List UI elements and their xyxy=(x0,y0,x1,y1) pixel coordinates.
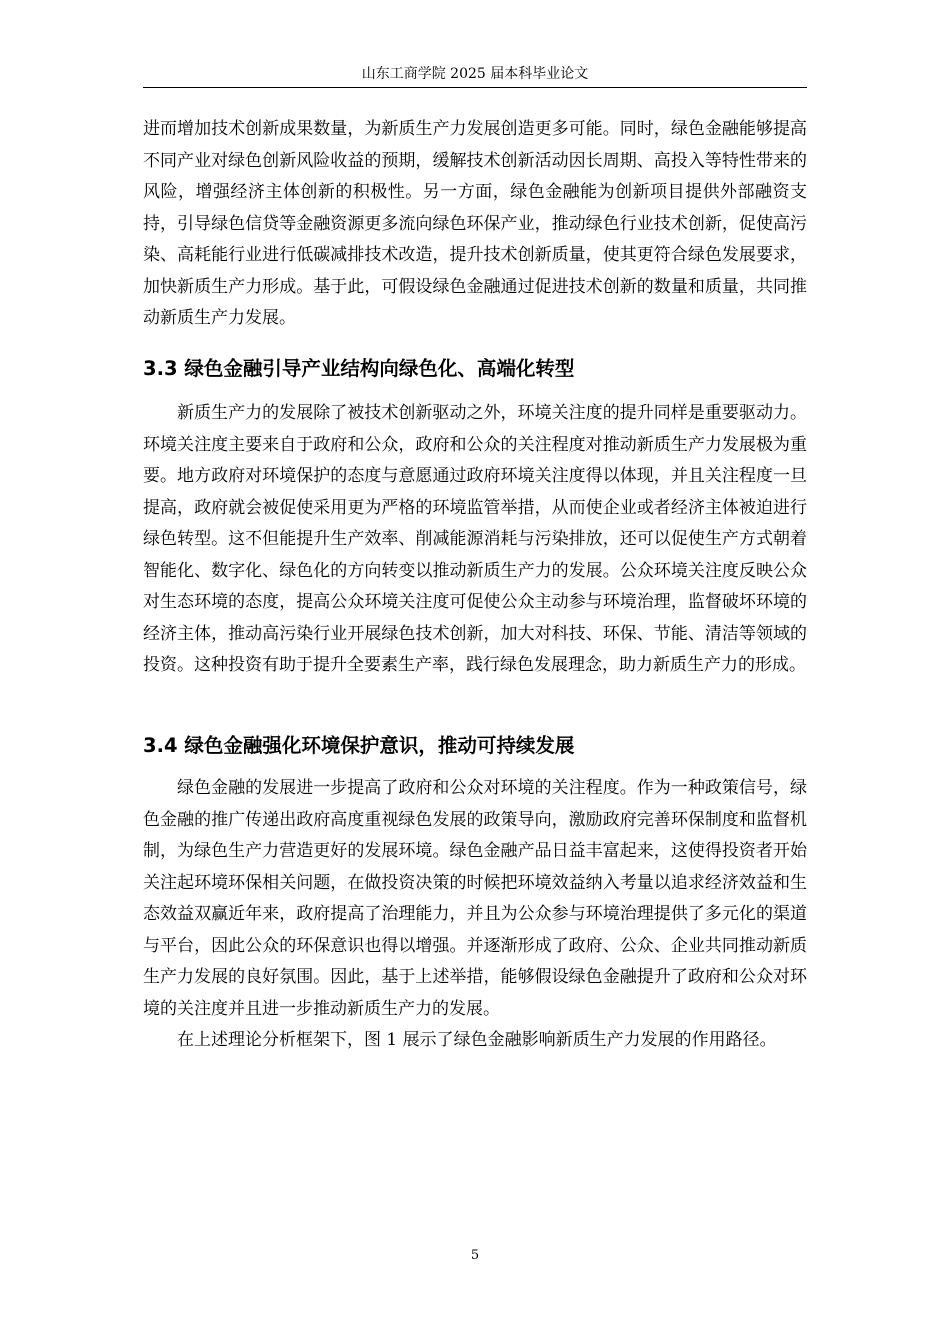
running-header: 山东工商学院 2025 届本科毕业论文 xyxy=(361,66,589,82)
paragraph: 进而增加技术创新成果数量，为新质生产力发展创造更多可能。同时，绿色金融能够提高不同产业对绿色创新风险收益的预期，缓解技术创新活动因长周期、高投入等特性带来的风险，增强经济主体创新的积极性。另一方面，绿色金融能为创新项目提供外部融资支持，引导绿色信贷等金融资源更多流向绿色环保产业，推动绿色行业技术创新，促使高污染、高耗能行业进行低碳减排技术改造，提升技术创新质量，使其更符合绿色发展要求，加快新质生产力形成。基于此，可假设绿色金融通过促进技术创新的数量和质量，共同推动新质生产力发展。 xyxy=(143,119,807,328)
section-heading-3-3: 3.3 绿色金融引导产业结构向绿色化、高端化转型 xyxy=(143,357,575,380)
page-number: 5 xyxy=(470,1248,480,1263)
section-3-3-body xyxy=(143,398,807,682)
body-text-top xyxy=(143,114,807,335)
section-3-4-body xyxy=(143,773,807,1057)
header-rule xyxy=(143,87,807,88)
paragraph: 在上述理论分析框架下，图 1 展示了绿色金融影响新质生产力发展的作用路径。 xyxy=(177,1030,777,1050)
paragraph: 新质生产力的发展除了被技术创新驱动之外，环境关注度的提升同样是重要驱动力。环境关注度主要来自于政府和公众，政府和公众的关注程度对推动新质生产力发展极为重要。地方政府对环境保护的态度与意愿通过政府环境关注度得以体现，并且关注程度一旦提高，政府就会被促使采用更为严格的环境监管举措，从而使企业或者经济主体被迫进行绿色转型。这不但能提升生产效率、削减能源消耗与污染排放，还可以促使生产方式朝着智能化、数字化、绿色化的方向转变以推动新质生产力的发展。公众环境关注度反映公众对生态环境的态度，提高公众环境关注度可促使公众主动参与环境治理，监督破坏环境的经济主体，推动高污染行业开展绿色技术创新，加大对科技、环保、节能、清洁等领域的投资。这种投资有助于提升全要素生产率，践行绿色发展理念，助力新质生产力的形成。 xyxy=(143,403,807,675)
section-heading-3-4: 3.4 绿色金融强化环境保护意识，推动可持续发展 xyxy=(143,734,575,757)
paragraph: 绿色金融的发展进一步提高了政府和公众对环境的关注程度。作为一种政策信号，绿色金融的推广传递出政府高度重视绿色发展的政策导向，激励政府完善环保制度和监督机制，为绿色生产力营造更好的发展环境。绿色金融产品日益丰富起来，这使得投资者开始关注起环境环保相关问题，在做投资决策的时候把环境效益纳入考量以追求经济效益和生态效益双赢近年来，政府提高了治理能力，并且为公众参与环境治理提供了多元化的渠道与平台，因此公众的环保意识也得以增强。并逐渐形成了政府、公众、企业共同推动新质生产力发展的良好氛围。因此，基于上述举措，能够假设绿色金融提升了政府和公众对环境的关注度并且进一步推动新质生产力的发展。 xyxy=(143,778,807,1019)
